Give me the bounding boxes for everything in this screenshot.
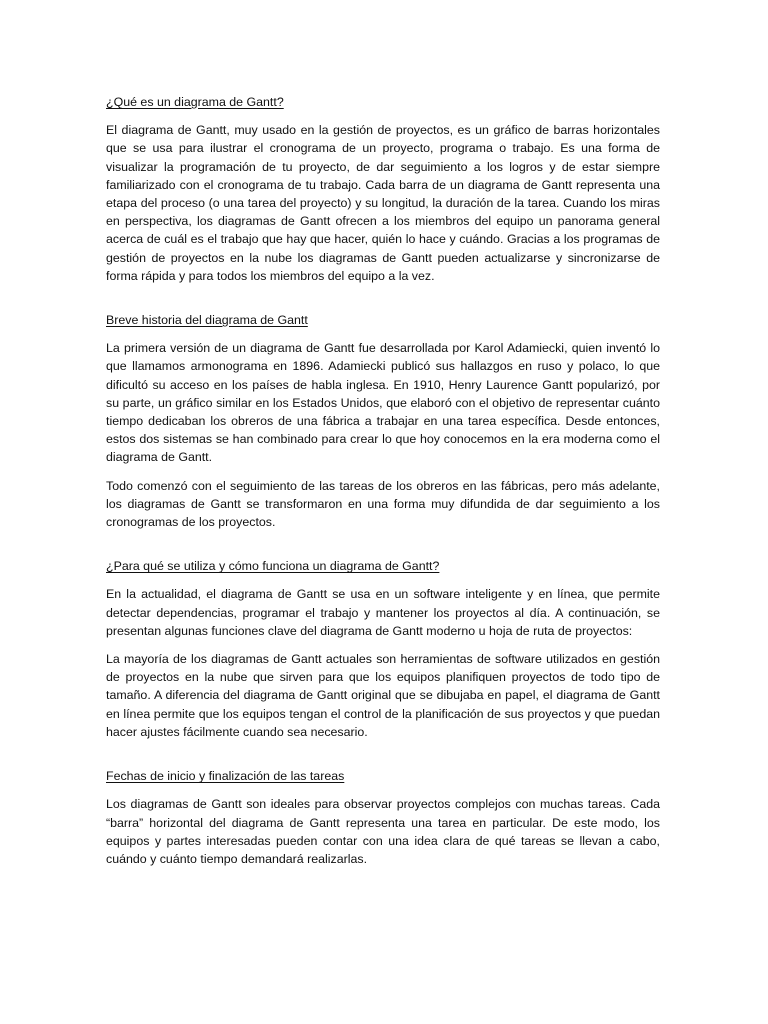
paragraph: La primera versión de un diagrama de Gantt fue desarrollada por Karol Adamiecki, quien inventó lo que llamamos armonograma en 1896. Adamiecki publicó sus hallazgos en ruso y polaco, lo que dificultó su acceso en los países de habla inglesa. En 1910, Henry Laurence Gantt popularizó, por su parte, un gráfico similar en los Estados Unidos, que elaboró con el objetivo de representar cuánto tiempo dedicaban los obreros de una fábrica a trabajar en una tarea específica. Desde entonces, estos dos sistemas se han combinado para crear lo que hoy conocemos en la era moderna como el diagrama de Gantt.: [106, 341, 660, 465]
section-heading: Fechas de inicio y finalización de las tareas: [106, 769, 345, 784]
paragraph: En la actualidad, el diagrama de Gantt se usa en un software inteligente y en línea, que permite detectar dependencias, programar el trabajo y mantener los proyectos al día. A continuación, se presentan algunas funciones clave del diagrama de Gantt moderno u hoja de ruta de proyectos:: [106, 587, 660, 638]
section-heading: Breve historia del diagrama de Gantt: [106, 313, 308, 328]
section-task-dates: [106, 767, 660, 868]
paragraph: Todo comenzó con el seguimiento de las tareas de los obreros en las fábricas, pero más adelante, los diagramas de Gantt se transformaron en una forma muy difundida de dar seguimiento a los cronogramas de los proyectos.: [106, 478, 660, 530]
section-what-is-gantt: [106, 93, 660, 285]
section-history: [106, 311, 660, 531]
paragraph: La mayoría de los diagramas de Gantt actuales son herramientas de software utilizados en gestión de proyectos en la nube que sirven para que los equipos planifiquen proyectos de todo tipo de tamaño. A diferencia del diagrama de Gantt original que se dibujaba en papel, el diagrama de Gantt en línea permite que los equipos tengan el control de la planificación de sus proyectos y que puedan hacer ajustes fácilmente cuando sea necesario.: [106, 652, 660, 739]
section-usage: [106, 557, 660, 741]
paragraph: Los diagramas de Gantt son ideales para observar proyectos complejos con muchas tareas. Cada “barra” horizontal del diagrama de Gantt representa una tarea en particular. De este modo, los equipos y partes interesadas pueden contar con una idea clara de qué tareas se llevan a cabo, cuándo y cuánto tiempo demandará realizarlas.: [106, 797, 660, 866]
section-heading: ¿Qué es un diagrama de Gantt?: [106, 95, 284, 109]
document-page: [106, 93, 660, 878]
paragraph: El diagrama de Gantt, muy usado en la gestión de proyectos, es un gráfico de barras horizontales que se usa para ilustrar el cronograma de un proyecto, programa o trabajo. Es una forma de visualizar la programación de tu proyecto, de dar seguimiento a los logros y de estar siempre familiarizado con el cronograma de tu trabajo. Cada barra de un diagrama de Gantt representa una etapa del proceso (o una tarea del proyecto) y su longitud, la duración de la tarea. Cuando los miras en perspectiva, los diagramas de Gantt ofrecen a los miembros del equipo un panorama general acerca de cuál es el trabajo que hay que hacer, quién lo hace y cuándo. Gracias a los programas de gestión de proyectos en la nube los diagramas de Gantt pueden actualizarse y sincronizarse de forma rápida y para todos los miembros del equipo a la vez.: [106, 123, 660, 283]
section-heading: ¿Para qué se utiliza y cómo funciona un diagrama de Gantt?: [106, 559, 440, 574]
